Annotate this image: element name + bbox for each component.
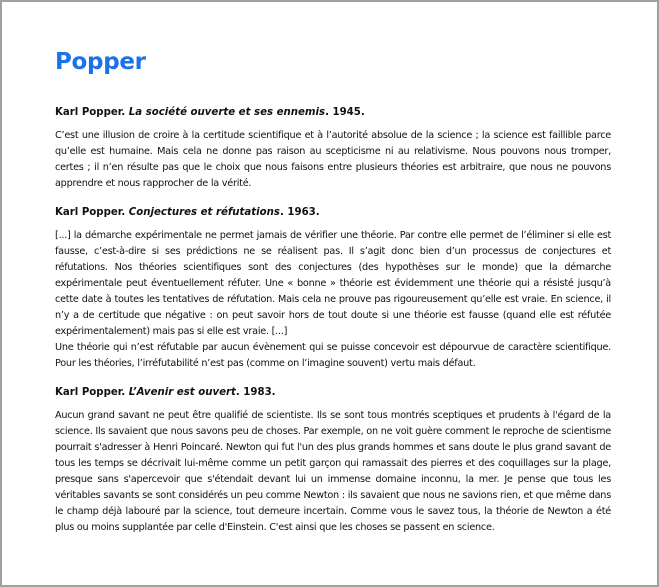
citation-work-title: L’Avenir est ouvert <box>128 387 236 398</box>
page-title: Popper <box>55 49 146 75</box>
quote-paragraph: [...] la démarche expérimentale ne permet jamais de vérifier une théorie. Par contre elle permet de l’éliminer si elle est fausse, c’est-à-dire si ses prédictions ne se réalisent pas. Il s’agit donc bien d’un processus de conjectures et réfutations. Nos théories scientifiques sont des conjectures (des hypothèses sur le monde) que la démarche expérimentale peut éventuellement réfuter. Une « bonne » théorie est évidemment une théorie qui a résisté jusqu’à cette date à toutes les tentatives de réfutation. Mais cela ne prouve pas rigoureusement qu’elle est vraie. En science, il n’y a de certitude que négative : on peut savoir hors de tout doute si une théorie est fausse (quand elle est réfutée expérimentalement) mais pas si elle est vraie. [...] <box>55 230 611 337</box>
document-content <box>55 46 611 536</box>
citation-author: Karl Popper. <box>55 107 126 118</box>
citation-work-title: Conjectures et réfutations <box>128 207 280 218</box>
citation-year: . 1983. <box>235 387 276 398</box>
citation-year: . 1963. <box>279 207 320 218</box>
citation-author: Karl Popper. <box>55 207 126 218</box>
citation-work-title: La société ouverte et ses ennemis <box>128 107 326 118</box>
quote-paragraph: Une théorie qui n’est réfutable par aucun évènement qui se puisse concevoir est dépourvue de caractère scientifique. Pour les théories, l’irréfutabilité n’est pas (comme on l’imagine souvent) vertu mais défaut. <box>55 342 611 369</box>
citation-author: Karl Popper. <box>55 387 126 398</box>
quote-paragraph: Aucun grand savant ne peut être qualifié de scientiste. Ils se sont tous montrés sceptiques et prudents à l'égard de la science. Ils savaient que nous savons peu de choses. Par exemple, on ne voit guère comment le reproche de scientisme pourrait s'adresser à Henri Poincaré. Newton qui fut l'un des plus grands hommes et sans doute le plus grand savant de tous les temps se décrivait lui-même comme un petit garçon qui ramassait des pierres et des coquillages sur la plage, presque sans s'apercevoir que s'étendait devant lui un immense domaine inconnu, la mer. Je pense que tous les véritables savants se sont considérés un peu comme Newton : ils savaient que nous ne savions rien, et que même dans le champ déjà labouré par la science, tout demeure incertain. Comme vous le savez tous, la théorie de Newton a été plus ou moins supplantée par celle d'Einstein. C'est ainsi que les choses se passent en science. <box>55 410 611 533</box>
quote-paragraph: C’est une illusion de croire à la certitude scientifique et à l’autorité absolue de la science ; la science est faillible parce qu’elle est humaine. Mais cela ne donne pas raison au scepticisme ni au relativisme. Nous pouvons nous tromper, certes ; il n’en résulte pas que le choix que nous faisons entre plusieurs théories est arbitraire, que nous ne pouvons apprendre et nous rapprocher de la vérité. <box>55 130 611 189</box>
citation-year: . 1945. <box>325 107 365 118</box>
citation-heading <box>55 386 611 400</box>
citation-heading <box>55 206 611 220</box>
citation-heading <box>55 106 611 120</box>
